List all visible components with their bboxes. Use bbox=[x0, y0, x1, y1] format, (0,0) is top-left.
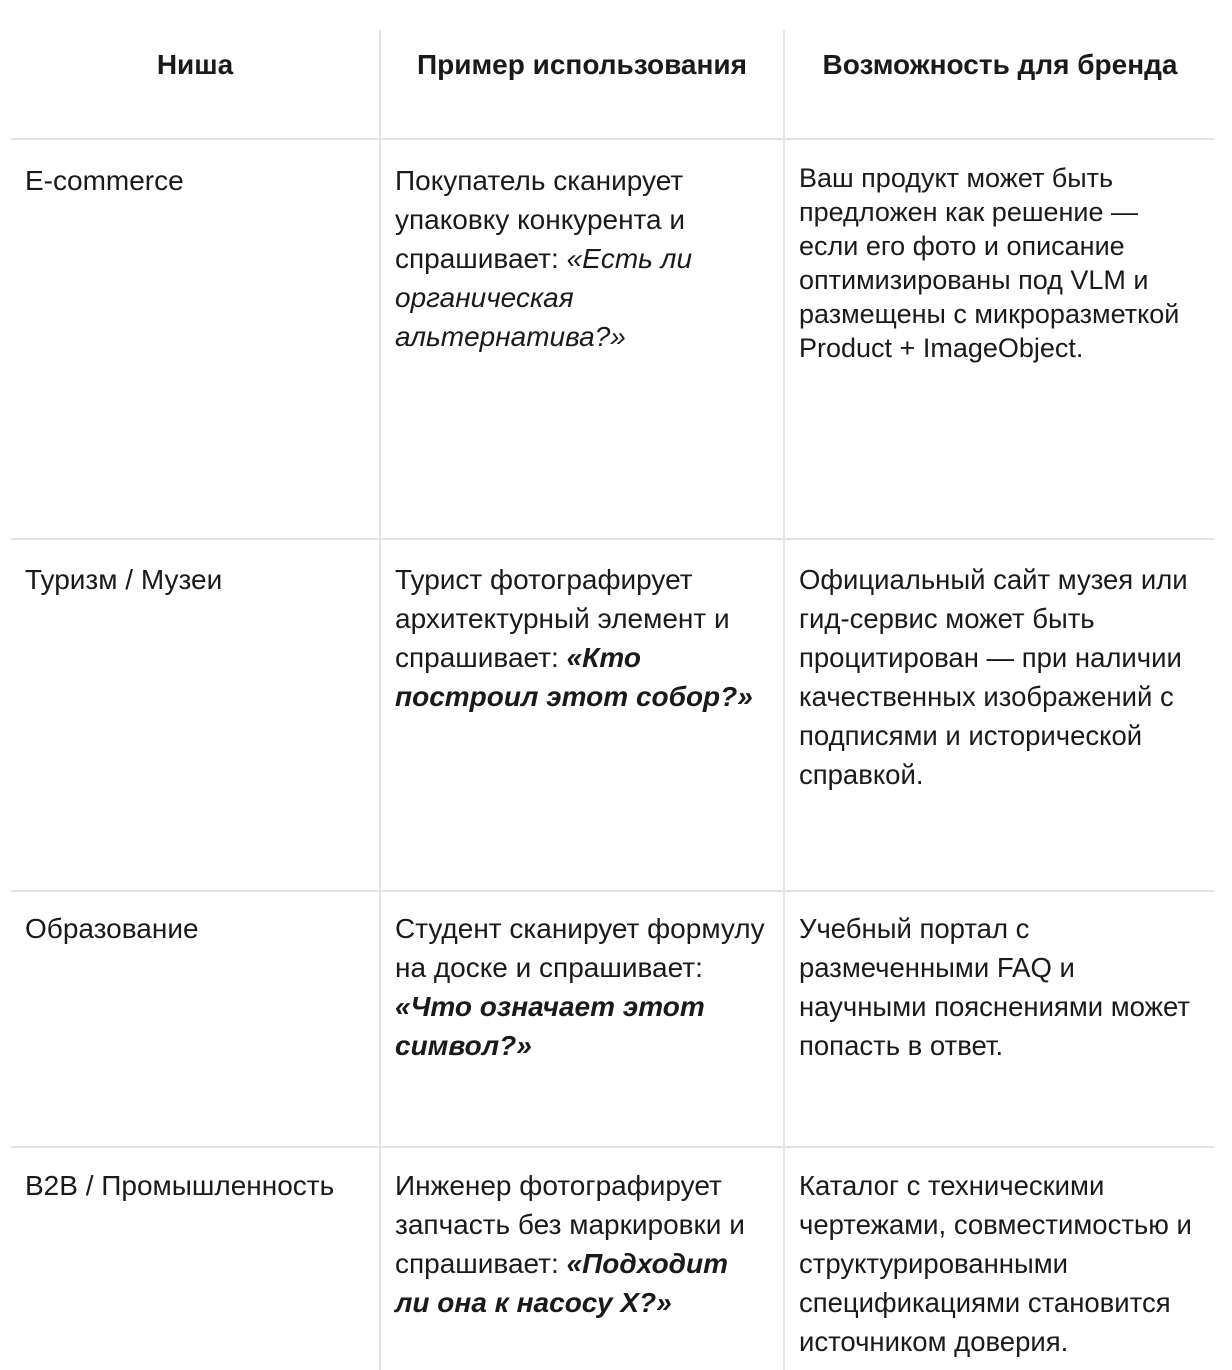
table-row bbox=[11, 540, 1215, 892]
niche-cell: Образование bbox=[25, 913, 199, 944]
header-opportunity: Возможность для бренда bbox=[783, 30, 1215, 138]
opportunity-cell: Ваш продукт может быть предложен как решение — если его фото и описание оптимизированы под VLM и размещены с микроразметкой Product + ImageObject. bbox=[783, 140, 1215, 538]
example-text: Студент сканирует формулу на доске и спрашивает: bbox=[395, 913, 765, 983]
opportunity-cell: Каталог с техническими чертежами, совместимостью и структурированными спецификациями становится источником доверия. bbox=[783, 1148, 1215, 1370]
example-text: Турист фотографирует архитектурный элемент и спрашивает: bbox=[395, 564, 730, 673]
example-cell bbox=[379, 1148, 783, 1370]
table-row bbox=[11, 1148, 1215, 1370]
example-quote: «Есть ли органическая альтернатива?» bbox=[395, 243, 693, 352]
example-quote: «Что означает этот символ?» bbox=[395, 991, 705, 1061]
opportunity-cell: Официальный сайт музея или гид-сервис может быть процитирован — при наличии качественных изображений с подписями и исторической справкой. bbox=[783, 540, 1215, 890]
example-text: Покупатель сканирует упаковку конкурента и спрашивает: bbox=[395, 165, 686, 274]
comparison-table bbox=[11, 30, 1215, 1370]
niche-cell: B2B / Промышленность bbox=[25, 1170, 335, 1201]
table-row bbox=[11, 892, 1215, 1148]
header-example: Пример использования bbox=[379, 30, 783, 138]
example-text: Инженер фотографирует запчасть без маркировки и спрашивает: bbox=[395, 1170, 745, 1279]
table-header-row bbox=[11, 30, 1215, 140]
header-niche: Ниша bbox=[156, 49, 234, 80]
example-cell bbox=[379, 540, 783, 890]
example-quote: «Подходит ли она к насосу X?» bbox=[395, 1248, 728, 1318]
example-cell bbox=[379, 892, 783, 1146]
example-cell bbox=[379, 140, 783, 538]
niche-cell: E-commerce bbox=[25, 165, 184, 196]
example-quote: «Кто построил этот собор?» bbox=[395, 642, 753, 712]
table-row bbox=[11, 140, 1215, 540]
niche-cell: Туризм / Музеи bbox=[25, 564, 223, 595]
opportunity-cell: Учебный портал с размеченными FAQ и научными пояснениями может попасть в ответ. bbox=[783, 892, 1215, 1146]
